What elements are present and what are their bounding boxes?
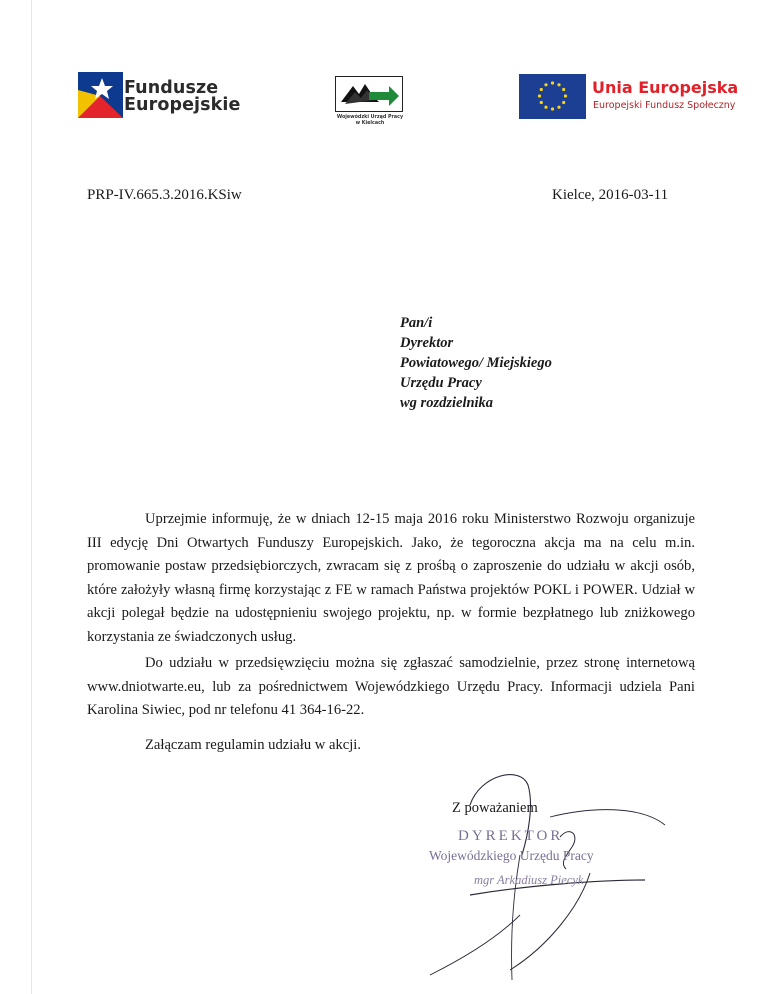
addressee-block bbox=[400, 313, 552, 413]
wup-arrow-icon bbox=[335, 76, 403, 112]
stamp-organization: Wojewódzkiego Urzędu Pracy bbox=[429, 848, 594, 863]
letter-reference: PRP-IV.665.3.2016.KSiw bbox=[87, 187, 242, 203]
fe-logo-text bbox=[124, 80, 240, 114]
addressee-line: Dyrektor bbox=[400, 335, 454, 351]
addressee-line: Urzędu Pracy bbox=[400, 375, 482, 391]
wup-logo-line1: Wojewódzki Urząd Pracy bbox=[336, 115, 404, 120]
stamp-title: DYREKTOR bbox=[458, 828, 564, 844]
handwritten-signature bbox=[410, 745, 670, 985]
addressee-line: Pan/i bbox=[400, 315, 433, 331]
letter-paragraph-2: Do udziału w przedsięwzięciu można się zgłaszać samodzielnie, przez stronę internetową www.dniotwarte.eu, lub za pośrednictwem Wojewódzkiego Urzędu Pracy. Informacji udziela Pani Karolina Siwiec, pod nr telefonu 41 364-16-22. bbox=[87, 655, 695, 718]
eu-flag-icon bbox=[519, 74, 586, 119]
fe-logo-line1: Fundusze bbox=[124, 78, 219, 98]
letter-paragraph-3: Załączam regulamin udziału w akcji. bbox=[145, 737, 361, 753]
addressee-line: Powiatowego/ Miejskiego bbox=[400, 355, 552, 371]
wup-logo-line2: w Kielcach bbox=[355, 121, 385, 126]
wup-logo-text bbox=[322, 115, 418, 127]
fe-logo-line2: Europejskie bbox=[124, 95, 241, 115]
addressee-line: wg rozdzielnika bbox=[400, 395, 494, 411]
funds-star-icon bbox=[78, 72, 123, 118]
letter-place-date: Kielce, 2016-03-11 bbox=[552, 187, 669, 203]
page-margin-line bbox=[31, 0, 32, 994]
letter-paragraph-1: Uprzejmie informuję, że w dniach 12-15 maja 2016 roku Ministerstwo Rozwoju organizuje III edycję Dni Otwartych Funduszy Europejskich. Jako, że tegoroczna akcja ma na celu m.in. promowanie postaw przedsiębiorczych, zwracam się z prośbą o zaproszenie do udziału w akcji osób, które założyły własną firmę korzystając z FE w ramach Państwa projektów POKL i POWER. Udział w akcji polegał będzie na udostępnieniu swojego projektu, np. w formie bezpłatnego lub zniżkowego korzystania ze świadczonych usług. bbox=[87, 511, 695, 645]
stamp-signatory-name: mgr Arkadiusz Piecyk bbox=[474, 873, 584, 887]
eu-logo-subtitle: Europejski Fundusz Społeczny bbox=[593, 100, 736, 111]
closing-salutation: Z poważaniem bbox=[452, 800, 538, 816]
eu-logo-title: Unia Europejska bbox=[592, 78, 739, 97]
